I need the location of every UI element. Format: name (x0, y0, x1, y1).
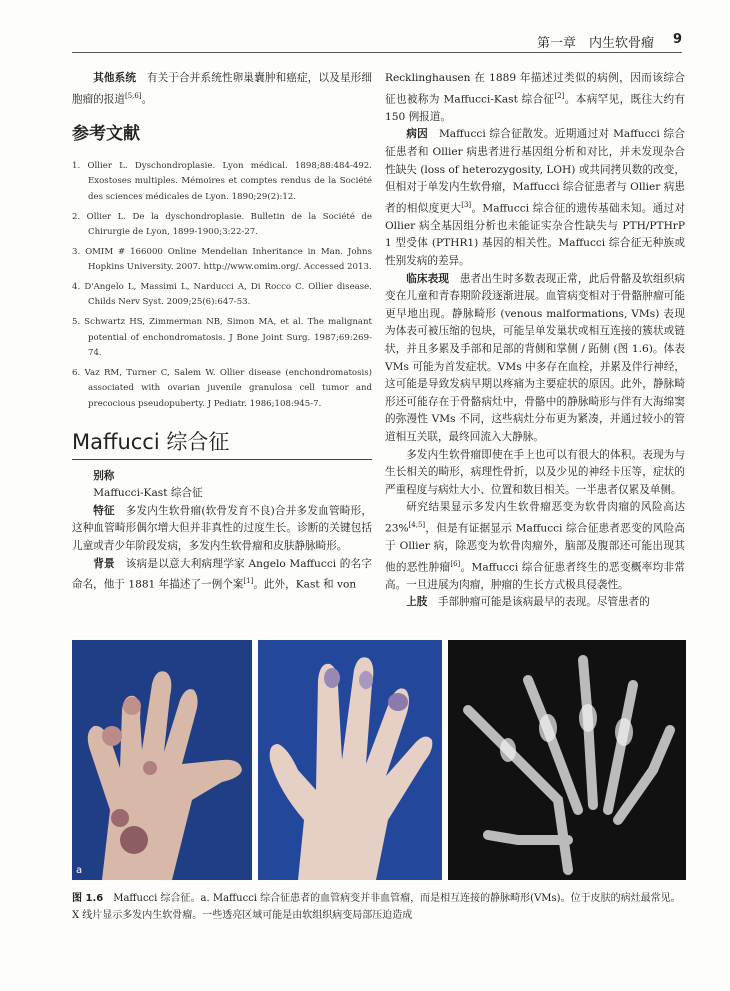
citation: [3] (461, 200, 472, 209)
punct: 。 (141, 93, 153, 106)
chapter-title: 第一章 内生软骨瘤 (536, 36, 654, 51)
upper-limb-label: 上肢 (406, 596, 428, 609)
alias-heading (72, 468, 372, 486)
feature-label: 特征 (93, 504, 115, 517)
watermark (120, 12, 124, 25)
background-paragraph (72, 556, 372, 595)
figure-caption (72, 890, 686, 924)
reference-item: 3. OMIM # 166000 Online Mendelian Inheritance in Man. Johns Hopkins University. 2007. http://www.omim.org/. Accessed 2013. (72, 246, 372, 273)
malignancy-mid: ，但是有证据显示 Maffucci 综合征患者恶变的风险高于 Ollier 病，除恶变为软骨肉瘤外，脑部及腹部还可能出现其他的恶性肿瘤 (385, 522, 685, 574)
citation: [1] (243, 577, 254, 586)
caption-label: 图 1.6 (72, 893, 104, 904)
other-systems-paragraph (72, 70, 372, 109)
etiology-label: 病因 (406, 128, 429, 141)
background-end: 。此外，Kast 和 von (253, 578, 357, 591)
right-column (385, 70, 685, 612)
reference-list (72, 159, 372, 413)
background-text: 该病是以意大利病理学家 Angelo Maffucci 的名字命名，他于 1881 年描述了一例个案 (72, 557, 373, 591)
citation: [2] (554, 91, 565, 100)
section-title: Maffucci 综合征 (72, 429, 372, 460)
etiology-end: 。Maffucci 综合征的遗传基础未知。通过对 Ollier 病全基因组分析也未能证实杂合性缺失与 PTH/PTHrP 1 型受体 (PTHR1) 基因的相关性。Maffucci 综合征无种族或性别发病的差异。 (385, 202, 685, 267)
hand-photo-dorsal (258, 640, 442, 880)
reference-item: 5. Schwartz HS, Zimmerman NB, Simon MA, et al. The malignant potential of enchondromatosis. J Bone Joint Surg. 1987;69:269-74. (72, 317, 372, 359)
left-column (72, 70, 372, 594)
size-paragraph: 多发内生软骨瘤即使在手上也可以有很大的体积。表现为与生长相关的畸形，病理性骨折，以及少见的神经卡压等，症状的严重程度与病灶大小、位置和数目相关。一半患者仅累及单侧。 (385, 448, 685, 496)
upper-limb-paragraph (385, 594, 685, 612)
intro-end: 。本病罕见，既往大约有 150 例报道。 (385, 93, 685, 123)
citation: [6] (450, 559, 461, 568)
upper-limb-text: 手部肿瘤可能是该病最早的表现。尽管患者的 (437, 596, 650, 609)
malignancy-text: 研究结果显示多发内生软骨瘤恶变为软骨肉瘤的风险高达 23% (385, 501, 685, 535)
etiology-paragraph (385, 126, 685, 270)
malignancy-end: 。Maffucci 综合征患者终生的恶变概率均非常高。一旦进展为肉瘤，肿瘤的生长方式极具侵袭性。 (385, 561, 685, 591)
hand-photo-lesions (72, 640, 252, 880)
etiology-text: Maffucci 综合征散发。近期通过对 Maffucci 综合征患者和 Ollier 病患者进行基因组分析和对比，并未发现杂合性缺失 (loss of heterozygosity, LOH) 或共同拷贝数的改变，但相对于单发内生软骨瘤，Maffucci 综合征患者与 Ollier 病患者的相似度更大 (385, 128, 686, 215)
intro-paragraph (385, 70, 685, 126)
alias-text: Maffucci-Kast 综合征 (93, 487, 203, 500)
caption-text: Maffucci 综合征。a. Maffucci 综合征患者的血管病变并非血管瘤，而是相互连接的静脉畸形(VMs)。位于皮肤的病灶最常见。X 线片显示多发内生软骨瘤。一些透亮区域可能是由软组织病变局部压迫造成 (72, 893, 681, 921)
intro-text: Recklinghausen 在 1889 年描述过类似的病例，因而该综合征也被称为 Maffucci-Kast 综合征 (385, 72, 685, 106)
feature-paragraph (72, 503, 372, 556)
figure-photos (72, 640, 686, 880)
clinical-text: 患者出生时多数表现正常，此后骨骼及软组织病变在儿童和青春期阶段逐渐进展。血管病变相对于骨骼肿瘤可能更早地出现。静脉畸形 (venous malformations, VMs) 表现为体表可被压缩的包块，可能呈单发巢状或相互连接的簇状或链状，并且多累及手部和足部的背侧和掌侧 / 跖侧 (图 1.6)。体表 VMs 可能为首发症状。VMs 中多存在血栓，并累及伴行神经，这可能是导致发病早期以疼痛为主要症状的原因。此外，静脉畸形还可能存在于骨骼病灶中，骨骼中的静脉畸形与伴有大海绵窦的弥漫性 VMs 不同，这些病灶分布更为紧凑，并通过较小的管道相互关联，最终回流入大静脉。 (385, 272, 686, 443)
reference-item: 2. Ollier L. De la dyschondroplasie. Bulletin de la Société de Chirurgie de Lyon, 1899-1900;3:22-27. (72, 211, 372, 238)
malignancy-paragraph (385, 499, 685, 594)
references-heading: 参考文献 (72, 123, 140, 144)
page-number: 9 (672, 32, 682, 47)
page-header (72, 30, 682, 53)
panel-label: a (76, 865, 83, 876)
background-label: 背景 (93, 557, 115, 570)
reference-item: 6. Vaz RM, Turner C, Salem W. Ollier disease (enchondromatosis) associated with ovarian juvenile granulosa cell tumor and precocious pseudopuberty. J Pediatr. 1986;108:945-7. (72, 367, 372, 410)
citation: [4,5] (408, 520, 426, 529)
alias-label: 别称 (93, 469, 115, 482)
reference-item: 4. D'Angelo L, Massimi L, Narducci A, Di Rocco C. Ollier disease. Childs Nerv Syst. 2009;25(6):647-53. (72, 281, 372, 308)
hand-xray (448, 640, 686, 880)
feature-text: 多发内生软骨瘤(软骨发育不良)合并多发血管畸形，这种血管畸形偶尔增大但并非真性的过度生长。诊断的关键包括儿童或青少年阶段发病，多发内生软骨瘤和皮肤静脉畸形。 (72, 504, 373, 552)
clinical-label: 临床表现 (406, 272, 450, 285)
reference-item: 1. Ollier L. Dyschondroplasie. Lyon médical. 1898;88:484-492. Exostoses multiples. Mémoires et comptes rendus de la Société des sciences médicales de Lyon. 1890;29(2):12. (72, 160, 372, 202)
other-systems-text: 有关于合并系统性卵巢囊肿和癌症，以及星形细胞瘤的报道 (72, 72, 373, 106)
citation: [5,6] (124, 91, 142, 100)
clinical-paragraph (385, 271, 685, 447)
other-systems-label: 其他系统 (93, 72, 137, 84)
